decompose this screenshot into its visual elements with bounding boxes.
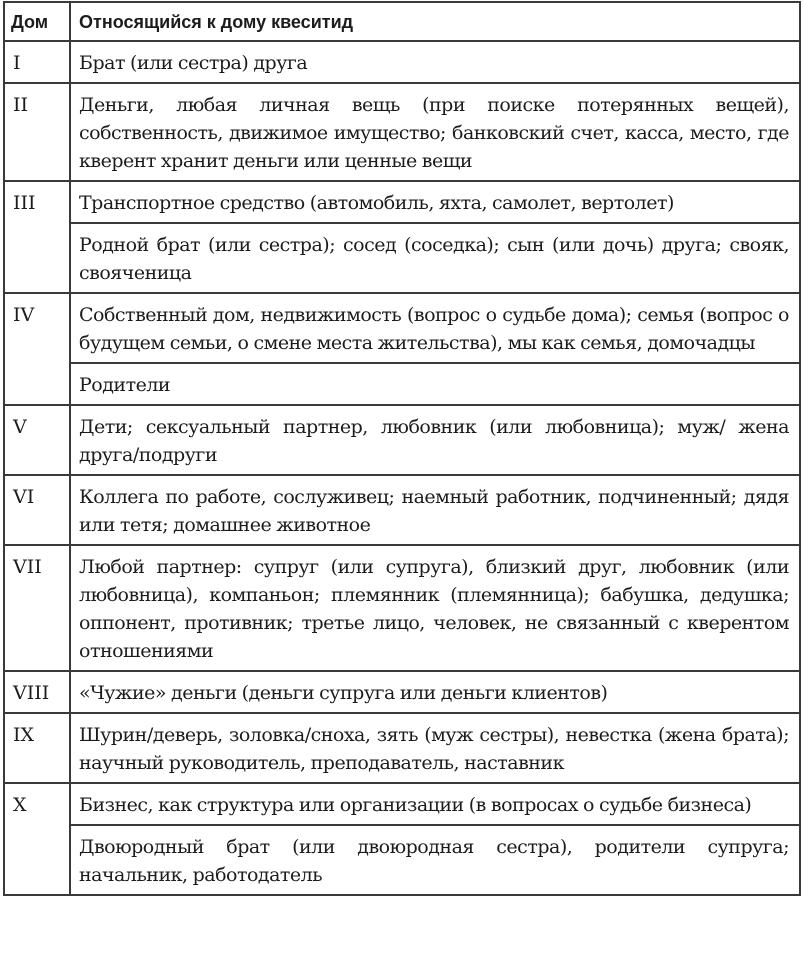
table-row <box>4 713 800 783</box>
table-row <box>4 545 800 671</box>
significator-cell: Любой партнер: супруг (или супруга), близкий друг, любовник (или любовница), компаньон; племянник (племянница); бабушка, дедушка; оппонент, противник; третье лицо, человек, не связанный с кверентом отношениями <box>70 545 800 671</box>
house-number-cell: IX <box>4 713 70 783</box>
significator-cell: Коллега по работе, сослуживец; наемный работник, подчиненный; дядя или тетя; домашнее животное <box>70 475 800 545</box>
house-number-cell: VII <box>4 545 70 671</box>
table-row <box>4 181 800 223</box>
table-body <box>4 41 800 895</box>
table-row <box>4 41 800 83</box>
house-number-cell: X <box>4 783 70 895</box>
header-row <box>4 2 800 41</box>
significator-cell: Родной брат (или сестра); сосед (соседка); сын (или дочь) друга; свояк, свояченица <box>70 223 800 293</box>
column-header-significator: Относящийся к дому квеситид <box>70 2 800 41</box>
house-number-cell: VIII <box>4 671 70 713</box>
table-row <box>4 405 800 475</box>
house-number-cell: II <box>4 83 70 181</box>
house-number-cell: I <box>4 41 70 83</box>
significator-cell: Транспортное средство (автомобиль, яхта, самолет, вертолет) <box>70 181 800 223</box>
table-header <box>4 2 800 41</box>
table-row <box>4 293 800 363</box>
significator-cell: Бизнес, как структура или организации (в вопросах о судьбе бизнеса) <box>70 783 800 825</box>
table-row <box>4 363 800 405</box>
significator-cell: Шурин/деверь, золовка/сноха, зять (муж сестры), невестка (жена брата); научный руководитель, преподаватель, наставник <box>70 713 800 783</box>
table-row <box>4 83 800 181</box>
table-row <box>4 825 800 895</box>
house-number-cell: V <box>4 405 70 475</box>
table-row <box>4 783 800 825</box>
houses-table <box>3 1 801 896</box>
significator-cell: Брат (или сестра) друга <box>70 41 800 83</box>
house-number-cell: VI <box>4 475 70 545</box>
significator-cell: Родители <box>70 363 800 405</box>
significator-cell: Собственный дом, недвижимость (вопрос о судьбе дома); семья (вопрос о будущем семьи, о смене места жительства), мы как семья, домочадцы <box>70 293 800 363</box>
table-row <box>4 475 800 545</box>
table-row <box>4 223 800 293</box>
significator-cell: Двоюродный брат (или двоюродная сестра), родители супруга; начальник, работодатель <box>70 825 800 895</box>
table-row <box>4 671 800 713</box>
column-header-house: Дом <box>4 2 70 41</box>
house-number-cell: III <box>4 181 70 293</box>
significator-cell: Дети; сексуальный партнер, любовник (или любовница); муж/ жена друга/подруги <box>70 405 800 475</box>
significator-cell: «Чужие» деньги (деньги супруга или деньги клиентов) <box>70 671 800 713</box>
house-number-cell: IV <box>4 293 70 405</box>
significator-cell: Деньги, любая личная вещь (при поиске потерянных вещей), собственность, движимое имущество; банковский счет, касса, место, где кверент хранит деньги или ценные вещи <box>70 83 800 181</box>
